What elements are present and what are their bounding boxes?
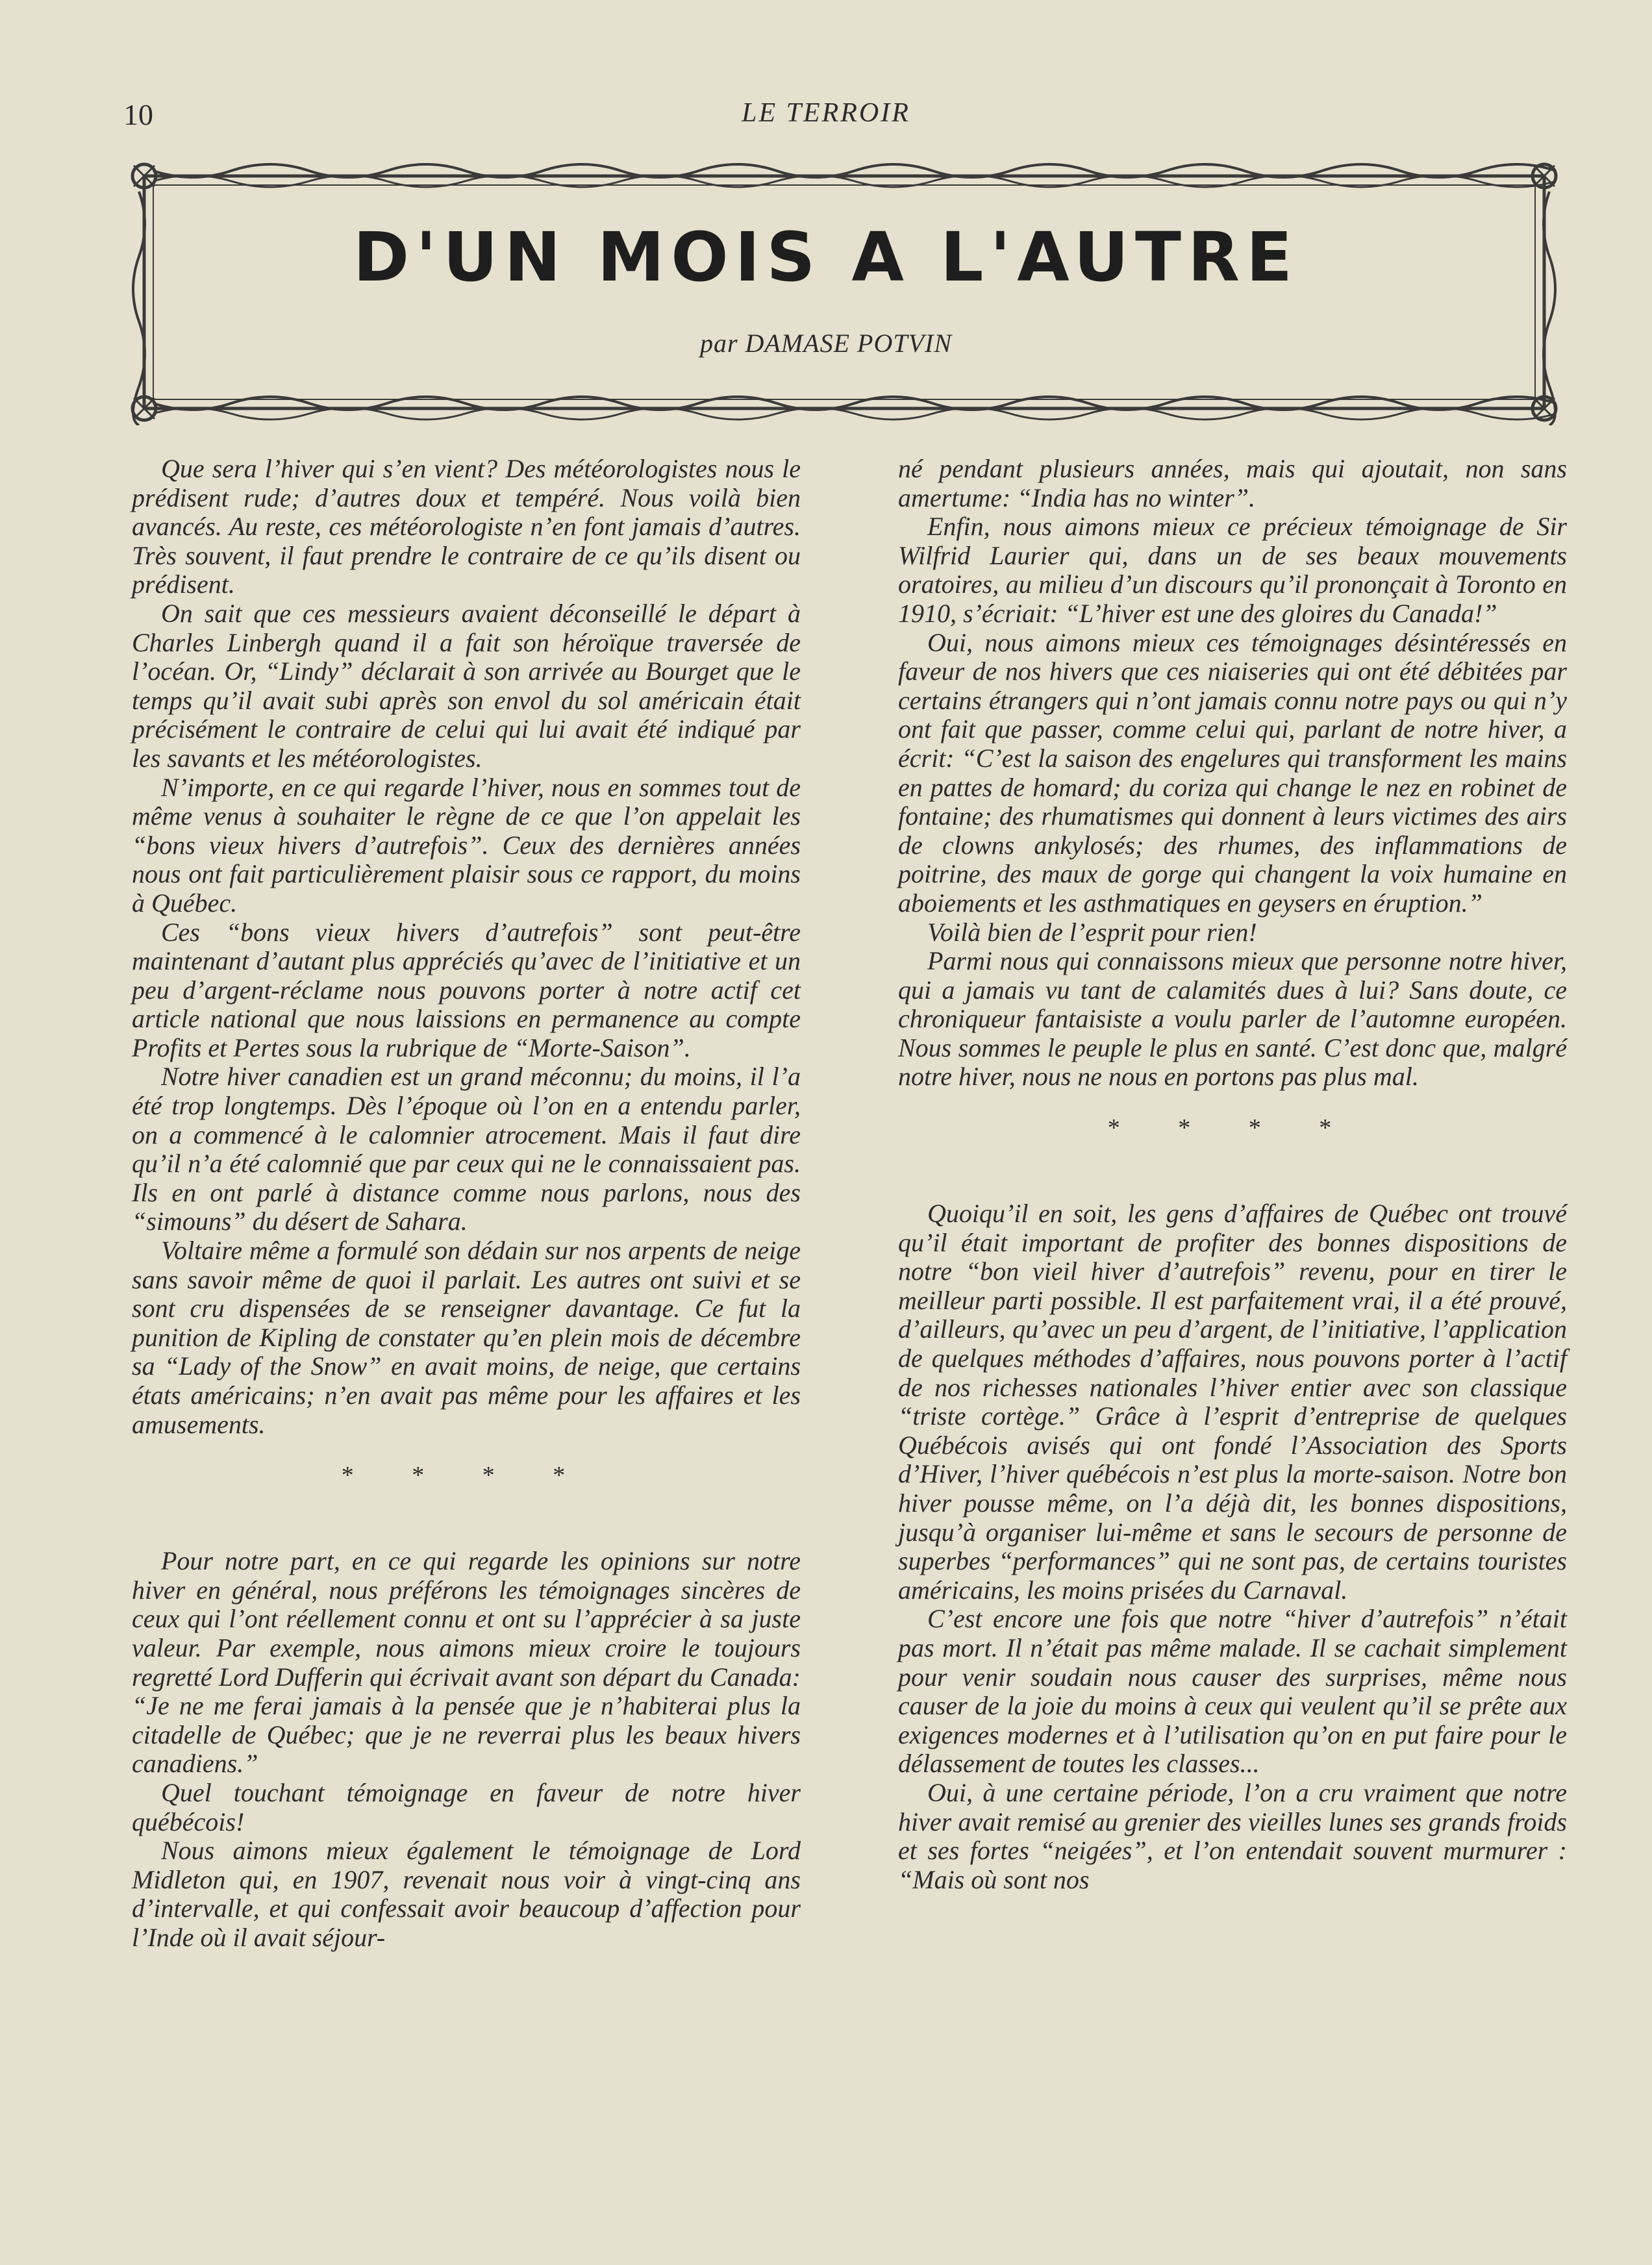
paragraph: Pour notre part, en ce qui regarde les opinions sur notre hiver en général, nous préférons les témoignages sincères de ceux qui l’ont réellement connu et ont su l’apprécier à sa juste valeur. Par exemple, nous aimons mieux croire le toujours regretté Lord Dufferin qui écrivait avant son départ du Canada: “Je ne me ferai jamais à la pensée que je n’habiterai plus la citadelle de Québec; que je ne reverrai plus les beaux hivers canadiens.” — [132, 1546, 801, 1779]
paragraph: Voltaire même a formulé son dédain sur nos arpents de neige sans savoir même de quoi il parlait. Les autres ont suivi et se sont cru dispensées de se renseigner davantage. Ce fut la punition de Kipling de constater qu’en plein mois de décembre sa “Lady of the Snow” en avait moins, de neige, que certains états américains; n’en avait pas même pour les affaires et les amusements. — [132, 1236, 801, 1439]
section-separator: * * * * — [1107, 1114, 1358, 1142]
paragraph: Ces “bons vieux hivers d’autrefois” sont peut-être maintenant d’autant plus appréciés qu’avec de l’initiative et un peu d’argent-réclame nous pouvons porter à notre actif cet article national que nous laissions en permanence au compte Profits et Pertes sous la rubrique de “Morte-Saison”. — [132, 917, 801, 1062]
paragraph: Quel touchant témoignage en faveur de notre hiver québécois! — [132, 1777, 801, 1836]
paragraph: N’importe, en ce qui regarde l’hiver, nous en sommes tout de même venus à souhaiter le règne de ce que l’on appelait les “bons vieux hivers d’autrefois”. Ceux des dernières années nous ont fait particulièrement plaisir sous ce rapport, du moins à Québec. — [132, 772, 801, 918]
section-separator: * * * * — [341, 1462, 592, 1490]
paragraph: Parmi nous qui connaissons mieux que personne notre hiver, qui a jamais vu tant de calamités dues à lui? Sans doute, ce chroniqueur fantaisiste a voulu parler de l’automne européen. Nous sommes le peuple le plus en santé. C’est donc que, malgré notre hiver, nous ne nous en portons pas plus mal. — [898, 946, 1567, 1092]
journal-title: LE TERROIR — [742, 98, 910, 128]
running-head — [123, 97, 1529, 136]
paragraph: C’est encore une fois que notre “hiver d’autrefois” n’était pas mort. Il n’était pas même malade. Il se cachait simplement pour venir soudain nous causer des surprises, même nous causer de la joie du moins à ceux qui veulent qu’il se prête aux exigences modernes et à l’utilisation qu’on en put faire pour le délassement de toutes les classes... — [898, 1604, 1567, 1779]
left-column — [132, 455, 801, 1953]
right-column — [898, 455, 1567, 1894]
article-title: D'UN MOIS A L'AUTRE — [353, 218, 1299, 297]
byline: par DAMASE POTVIN — [699, 329, 953, 358]
page-number: 10 — [123, 98, 153, 131]
paragraph: Voilà bien de l’esprit pour rien! — [927, 917, 1257, 947]
paragraph: Notre hiver canadien est un grand méconnu; du moins, il l’a été trop longtemps. Dès l’époque où l’on en a entendu parler, on a commencé à le calomnier atrocement. Mais il faut dire qu’il n’a été calomnié que par ceux qui ne le connaissaient pas. Ils en ont parlé à distance comme nous parlons, nous des “simouns” du désert de Sahara. — [132, 1062, 801, 1236]
paragraph: Nous aimons mieux également le témoignage de Lord Midleton qui, en 1907, revenait nous voir à vingt-cinq ans d’intervalle, et qui confessait avoir beaucoup d’affection pour l’Inde où il avait séjour- — [132, 1836, 801, 1952]
paragraph: Que sera l’hiver qui s’en vient? Des météorologistes nous le prédisent rude; d’autres doux et tempéré. Nous voilà bien avancés. Au reste, ces météorologiste n’en font jamais d’autres. Très souvent, il faut prendre le contraire de ce qu’ils disent ou prédisent. — [132, 454, 801, 599]
paragraph: Oui, nous aimons mieux ces témoignages désintéressés en faveur de nos hivers que ces niaiseries qui ont été débitées par certains étrangers qui n’ont jamais connu notre pays ou qui n’y ont fait que passer, comme celui qui, parlant de notre hiver, a écrit: “C’est la saison des engelures qui transforment les mains en pattes de homard; du coriza qui change le nez en robinet de fontaine; des rhumatismes qui donnent à leurs victimes des airs de clowns ankylosés; des rhumes, des inflammations de poitrine, des maux de gorge qui changent la voix humaine en aboiements et les asthmatiques en geysers en éruption.” — [898, 627, 1567, 918]
paragraph: Oui, à une certaine période, l’on a cru vraiment que notre hiver avait remisé au grenier des vieilles lunes ses grands froids et ses fortes “neigées”, et l’on entendait souvent murmurer : “Mais où sont nos — [898, 1777, 1567, 1894]
paragraph: né pendant plusieurs années, mais qui ajoutait, non sans amertume: “India has no winter”. — [898, 454, 1567, 512]
paragraph: On sait que ces messieurs avaient déconseillé le départ à Charles Linbergh quand il a fait son héroïque traversée de l’océan. Or, “Lindy” déclarait à son arrivée au Bourget que le temps qu’il avait subi après son envol du sol américain était précisément le contraire de celui qui lui avait été indiqué par les savants et les météorologistes. — [132, 598, 801, 773]
paragraph: Quoiqu’il en soit, les gens d’affaires de Québec ont trouvé qu’il était important de profiter des bonnes dispositions de notre “bon vieil hiver d’autrefois” revenu, pour en tirer le meilleur parti possible. Il est parfaitement vrai, il a été prouvé, d’ailleurs, qu’avec un peu d’argent, de l’initiative, l’application de quelques méthodes d’affaires, nous pouvons porter à l’actif de nos richesses nationales l’hiver entier avec son classique “triste cortège.” Grâce à l’esprit d’entreprise de quelques Québécois avisés qui ont fondé l’Association des Sports d’Hiver, l’hiver québécois n’est plus la morte-saison. Notre bon hiver pousse même, on l’a déjà dit, les bonnes dispositions, jusqu’à organiser lui-même et sans le secours de personne de superbes “performances” qui ne sont pas, de certains touristes américains, les moins prisées du Carnaval. — [898, 1199, 1567, 1605]
paragraph: Enfin, nous aimons mieux ce précieux témoignage de Sir Wilfrid Laurier qui, dans un de ses beaux mouvements oratoires, au milieu d’un discours qu’il prononçait à Toronto en 1910, s’écriait: “L’hiver est une des gloires du Canada!” — [898, 512, 1567, 628]
